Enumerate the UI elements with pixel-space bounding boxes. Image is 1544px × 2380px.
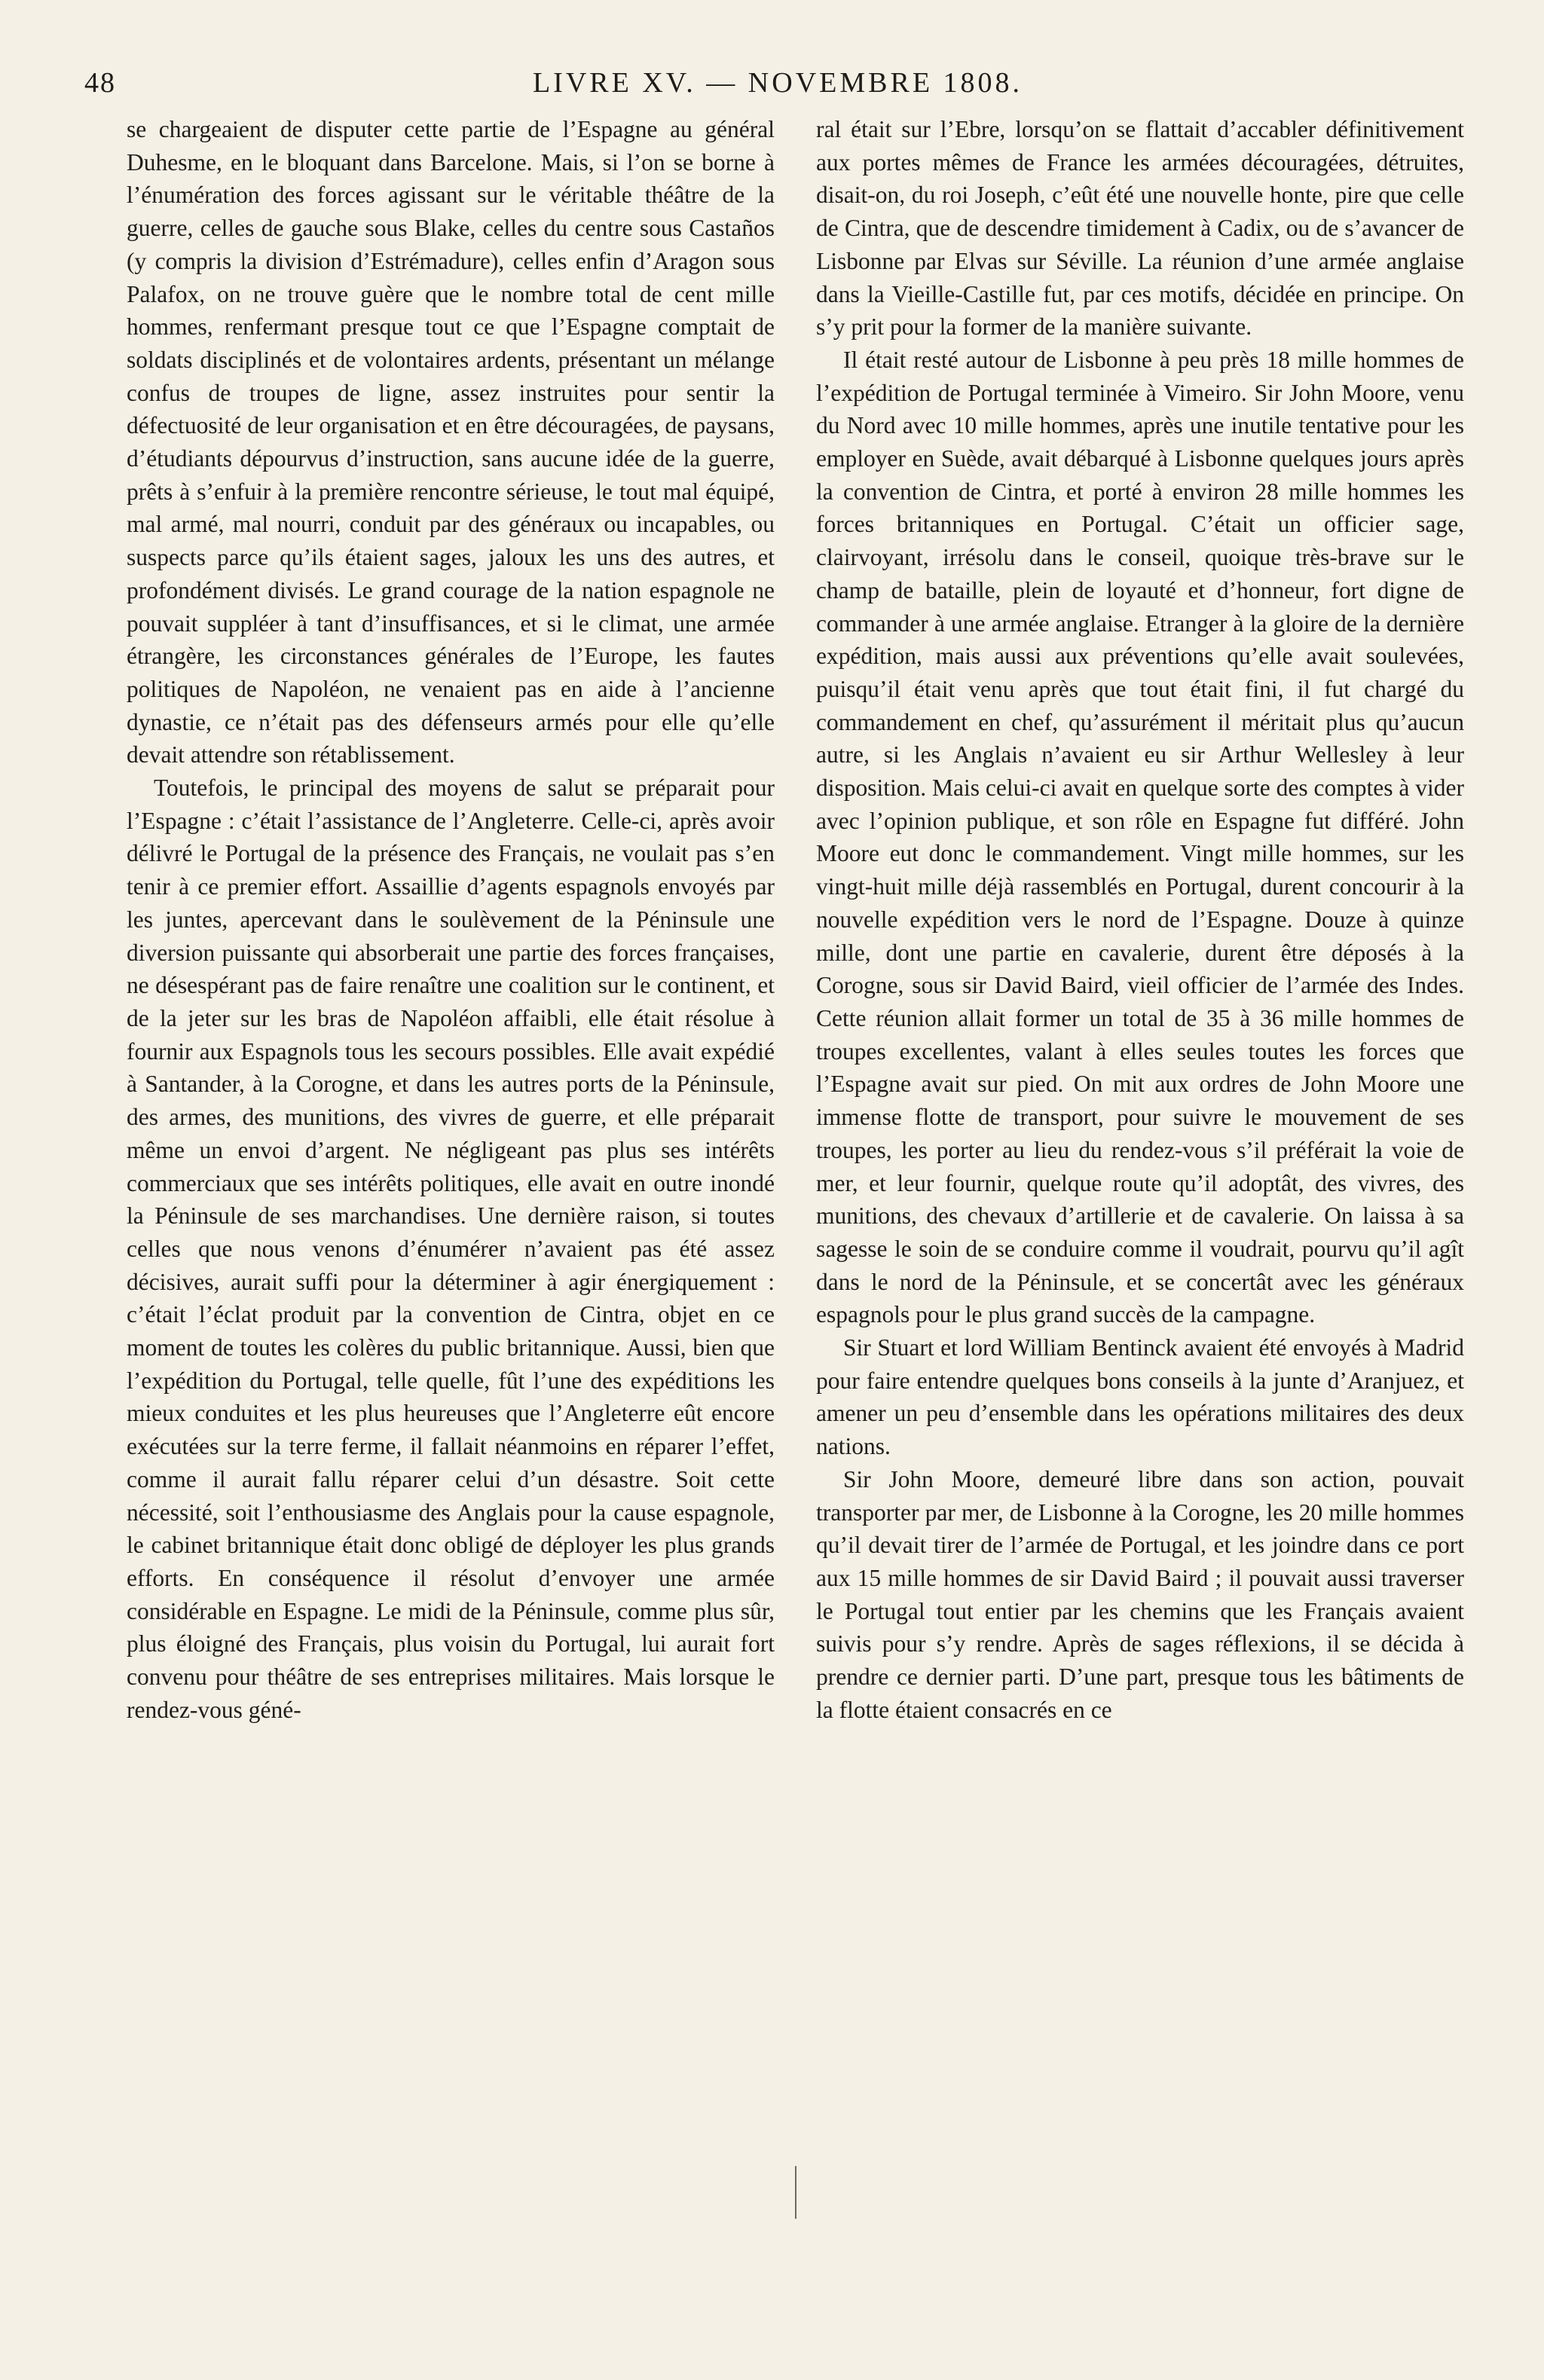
- paragraph: se chargeaient de disputer cette partie de l’Espagne au général Duhesme, en le bloquant dans Barcelone. Mais, si l’on se borne à l’énumération des forces agissant sur le véritable théâtre de la guerre, celles de gauche sous Blake, celles du centre sous Castaños (y compris la division d’Estrémadure), celles enfin d’Aragon sous Palafox, on ne trouve guère que le nombre total de cent mille hommes, renfermant presque tout ce que l’Espagne comptait de soldats disciplinés et de volontaires ardents, présentant un mélange confus de troupes de ligne, assez instruites pour sentir la défectuosité de leur organisation et en être découragées, de paysans, d’étudiants dépourvus d’instruction, sans aucune idée de la guerre, prêts à s’enfuir à la première rencontre sérieuse, le tout mal équipé, mal armé, mal nourri, conduit par des généraux ou incapables, ou suspects parce qu’ils étaient sages, jaloux les uns des autres, et profondément divisés. Le grand courage de la nation espagnole ne pouvait suppléer à tant d’insuffisances, et si le climat, une armée étrangère, les circonstances générales de l’Europe, les fautes politiques de Napoléon, ne venaient pas en aide à l’ancienne dynastie, ce n’était pas des défenseurs armés pour elle qu’elle devait attendre son rétablissement.: [127, 116, 775, 768]
- running-header: [84, 66, 1471, 104]
- paragraph: ral était sur l’Ebre, lorsqu’on se flattait d’accabler définitivement aux portes mêmes de France les armées découragées, détruites, disait-on, du roi Joseph, c’eût été une nouvelle honte, pire que celle de Cintra, que de descendre timidement à Cadix, ou de s’avancer de Lisbonne par Elvas sur Séville. La réunion d’une armée anglaise dans la Vieille-Castille fut, par ces motifs, décidée en principe. On s’y prit pour la former de la manière suivante.: [816, 116, 1464, 341]
- column-divider: [795, 2166, 796, 2219]
- paragraph: Sir John Moore, demeuré libre dans son action, pouvait transporter par mer, de Lisbonne à la Corogne, les 20 mille hommes qu’il devait tirer de l’armée de Portugal, et les joindre dans ce port aux 15 mille hommes de sir David Baird ; il pouvait aussi traverser le Portugal tout entier par les chemins que les Français avaient suivis pour s’y rendre. Après de sages réflexions, il se décida à prendre ce dernier parti. D’une part, presque tous les bâtiments de la flotte étaient consacrés en ce: [816, 1465, 1464, 1723]
- paragraph: Il était resté autour de Lisbonne à peu près 18 mille hommes de l’expédition de Portugal terminée à Vimeiro. Sir John Moore, venu du Nord avec 10 mille hommes, après une inutile tentative pour les employer en Suède, avait débarqué à Lisbonne quelques jours après la convention de Cintra, et porté à environ 28 mille hommes les forces britanniques en Portugal. C’était un officier sage, clairvoyant, irrésolu dans le conseil, quoique très-brave sur le champ de bataille, plein de loyauté et d’honneur, fort digne de commander à une armée anglaise. Etranger à la gloire de la dernière expédition, mais aussi aux préventions qu’elle avait soulevées, puisqu’il était venu après que tout était fini, il fut chargé du commandement en chef, qu’assurément il méritait plus qu’aucun autre, si les Anglais n’avaient eu sir Arthur Wellesley à leur disposition. Mais celui-ci avait en quelque sorte des comptes à vider avec l’opinion publique, et son rôle en Espagne fut différé. John Moore eut donc le commandement. Vingt mille hommes, sur les vingt-huit mille déjà rassemblés en Portugal, durent concourir à la nouvelle expédition vers le nord de l’Espagne. Douze à quinze mille, dont une partie en cavalerie, durent être déposés à la Corogne, sous sir David Baird, vieil officier de l’armée des Indes. Cette réunion allait former un total de 35 à 36 mille hommes de troupes excellentes, valant à elles seules toutes les forces que l’Espagne avait sur pied. On mit aux ordres de John Moore une immense flotte de transport, pour suivre le mouvement de ses troupes, les porter au lieu du rendez-vous s’il préférait la voie de mer, et leur fournir, quelque route qu’il adoptât, des vivres, des munitions, des chevaux d’artillerie et de cavalerie. On laissa à sa sagesse le soin de se conduire comme il voudrait, pourvu qu’il agît dans le nord de la Péninsule, et se concertât avec les généraux espagnols pour le plus grand succès de la campagne.: [816, 346, 1464, 1328]
- left-column: [127, 113, 775, 2313]
- page-number: 48: [84, 67, 116, 99]
- right-column: [816, 113, 1464, 2313]
- paragraph: Toutefois, le principal des moyens de salut se préparait pour l’Espagne : c’était l’assistance de l’Angleterre. Celle-ci, après avoir délivré le Portugal de la présence des Français, ne voulait pas s’en tenir à ce premier effort. Assaillie d’agents espagnols envoyés par les juntes, apercevant dans le soulèvement de la Péninsule une diversion puissante qui absorberait une partie des forces françaises, ne désespérant pas de faire renaître une coalition sur le continent, et de la jeter sur les bras de Napoléon affaibli, elle était résolue à fournir aux Espagnols tous les secours possibles. Elle avait expédié à Santander, à la Corogne, et dans les autres ports de la Péninsule, des armes, des munitions, des vivres de guerre, et elle préparait même un envoi d’argent. Ne négligeant pas plus ses intérêts commerciaux que ses intérêts politiques, elle avait en outre inondé la Péninsule de ses marchandises. Une dernière raison, si toutes celles que nous venons d’énumérer n’avaient pas été assez décisives, aurait suffi pour la déterminer à agir énergiquement : c’était l’éclat produit par la convention de Cintra, objet en ce moment de toutes les colères du public britannique. Aussi, bien que l’expédition du Portugal, telle quelle, fût l’une des expéditions les mieux conduites et les plus heureuses que l’Angleterre eût encore exécutées sur la terre ferme, il fallait néanmoins en réparer l’effet, comme il aurait fallu réparer celui d’un désastre. Soit cette nécessité, soit l’enthousiasme des Anglais pour la cause espagnole, le cabinet britannique était donc obligé de déployer les plus grands efforts. En conséquence il résolut d’envoyer une armée considérable en Espagne. Le midi de la Péninsule, comme plus sûr, plus éloigné des Français, plus voisin du Portugal, lui aurait fort convenu pour théâtre de ses entreprises militaires. Mais lorsque le rendez-vous géné-: [127, 774, 775, 1723]
- paragraph: Sir Stuart et lord William Bentinck avaient été envoyés à Madrid pour faire entendre quelques bons conseils à la junte d’Aranjuez, et amener un peu d’ensemble dans les opérations militaires des deux nations.: [816, 1334, 1464, 1460]
- running-title: LIVRE XV. — NOVEMBRE 1808.: [532, 67, 1023, 99]
